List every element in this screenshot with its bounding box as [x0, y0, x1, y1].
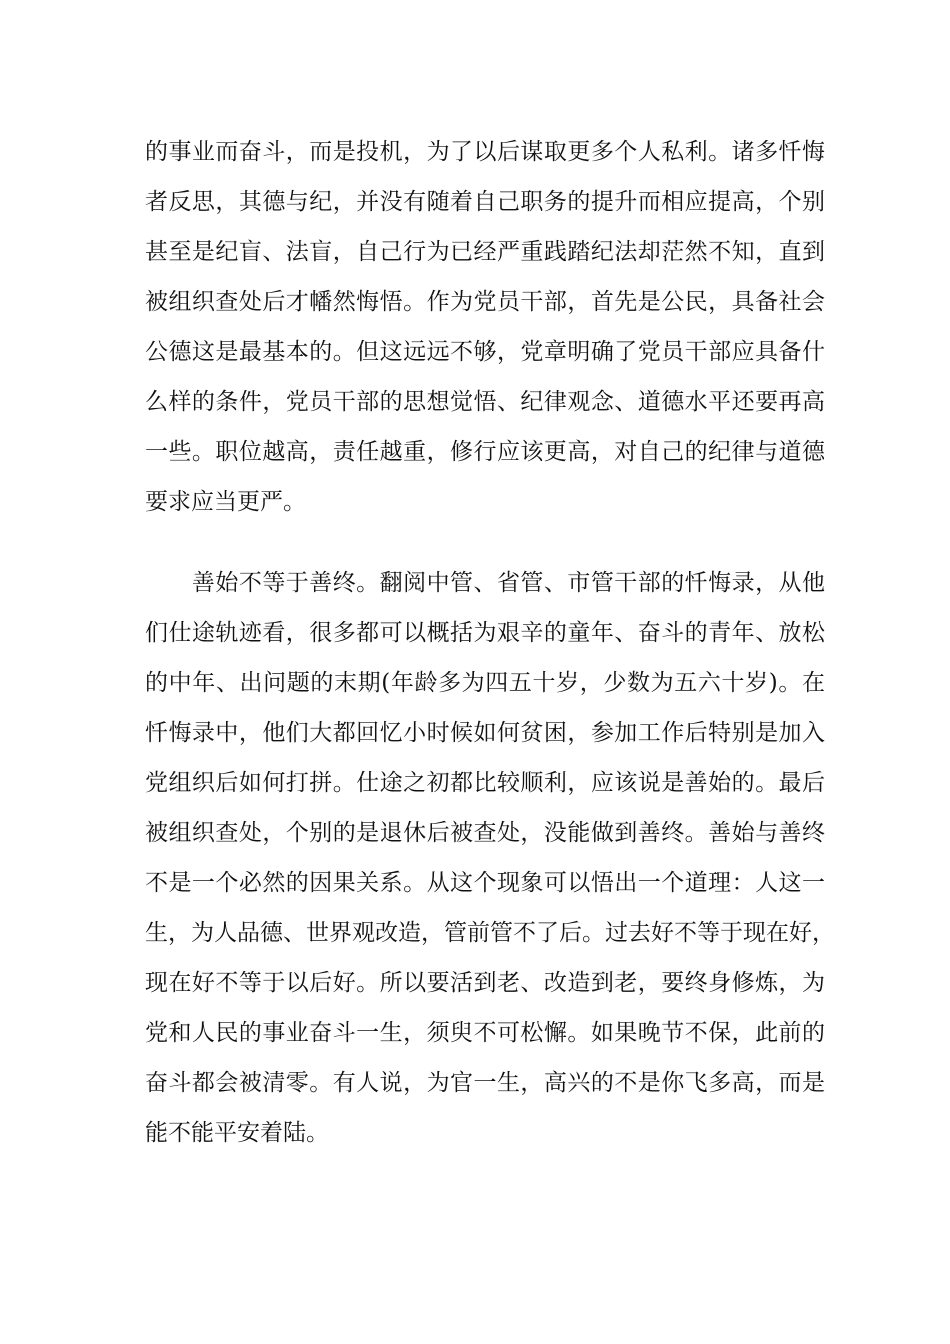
text-line: 善始不等于善终。翻阅中管、省管、市管干部的忏悔录，从他 — [145, 570, 825, 596]
paragraph-1 — [145, 127, 825, 527]
text-line: 一些。职位越高，责任越重，修行应该更高，对自己的纪律与道德 — [145, 439, 825, 465]
text-line: 奋斗都会被清零。有人说，为官一生，高兴的不是你飞多高，而是 — [145, 1070, 825, 1096]
text-line: 被组织查处，个别的是退休后被查处，没能做到善终。善始与善终 — [145, 820, 825, 846]
text-line: 党和人民的事业奋斗一生，须臾不可松懈。如果晚节不保，此前的 — [145, 1020, 825, 1046]
text-line: 不是一个必然的因果关系。从这个现象可以悟出一个道理：人这一 — [145, 870, 825, 896]
text-line: 党组织后如何打拼。仕途之初都比较顺利，应该说是善始的。最后 — [145, 770, 825, 796]
text-line: 能不能平安着陆。 — [145, 1120, 329, 1146]
text-line: 要求应当更严。 — [145, 489, 306, 515]
text-line: 公德这是最基本的。但这远远不够，党章明确了党员干部应具备什 — [145, 339, 825, 365]
paragraph-2 — [145, 558, 835, 1158]
text-line: 者反思，其德与纪，并没有随着自己职务的提升而相应提高，个别 — [145, 189, 825, 215]
text-line: 生，为人品德、世界观改造，管前管不了后。过去好不等于现在好， — [145, 920, 835, 946]
text-line: 么样的条件，党员干部的思想觉悟、纪律观念、道德水平还要再高 — [145, 389, 825, 415]
text-line: 甚至是纪盲、法盲，自己行为已经严重践踏纪法却茫然不知，直到 — [145, 239, 825, 265]
text-line: 的中年、出问题的末期(年龄多为四五十岁，少数为五六十岁)。在 — [145, 670, 825, 696]
text-line: 被组织查处后才幡然悔悟。作为党员干部，首先是公民，具备社会 — [145, 289, 825, 315]
text-line: 们仕途轨迹看，很多都可以概括为艰辛的童年、奋斗的青年、放松 — [145, 620, 825, 646]
text-line: 忏悔录中，他们大都回忆小时候如何贫困，参加工作后特别是加入 — [145, 720, 825, 746]
text-line: 的事业而奋斗，而是投机，为了以后谋取更多个人私利。诸多忏悔 — [145, 139, 825, 165]
text-line: 现在好不等于以后好。所以要活到老、改造到老，要终身修炼，为 — [145, 970, 825, 996]
